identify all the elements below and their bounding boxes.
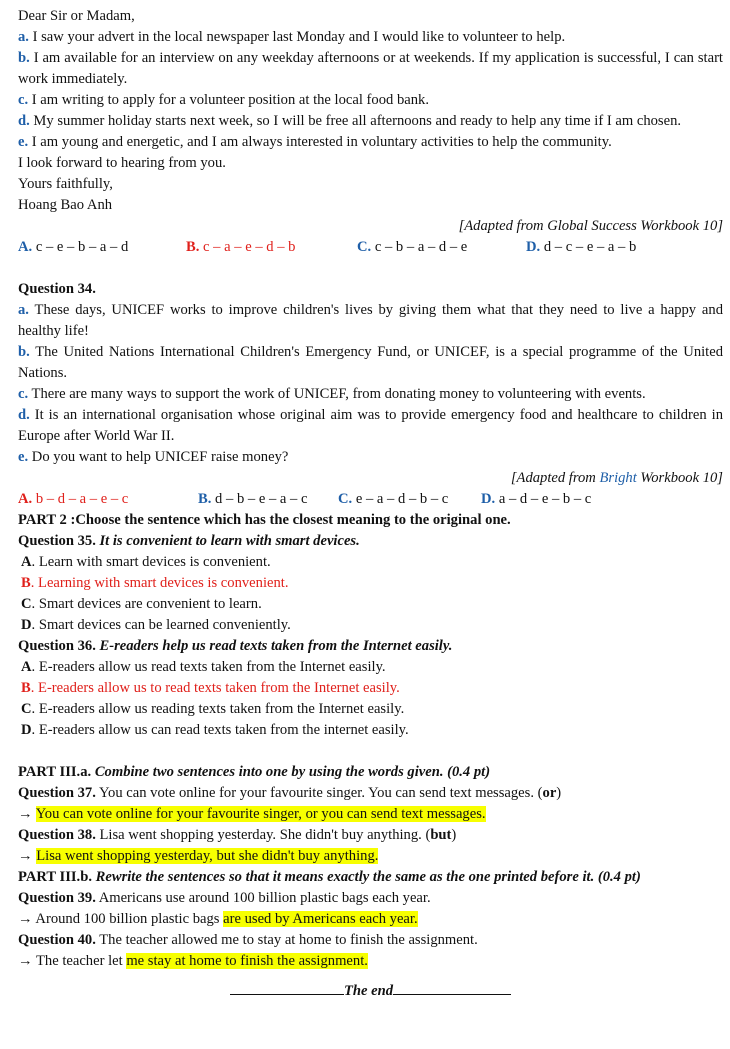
q33-option-a[interactable]: A. c – e – b – a – d — [18, 239, 129, 255]
part3b-heading: PART III.b. Rewrite the sentences so that it means exactly the same as the one printed before it. (0.4 pt) — [18, 869, 641, 885]
q34-item-c: c. There are many ways to support the work of UNICEF, from donating money to volunteering with events. — [18, 386, 646, 402]
q34-option-a[interactable]: A. b – d – a – e – c — [18, 491, 129, 507]
q39-answer: → Around 100 billion plastic bags are used by Americans each year. — [18, 911, 418, 927]
q37-question: Question 37. You can vote online for your favourite singer. You can send text messages. (or) — [18, 785, 562, 801]
q35-option-c[interactable]: C. Smart devices are convenient to learn. — [21, 596, 262, 612]
end-rule-left — [230, 980, 344, 995]
end-rule-right — [393, 980, 511, 995]
q33-option-b[interactable]: B. c – a – e – d – b — [186, 239, 296, 255]
part3a-heading: PART III.a. Combine two sentences into one by using the words given. (0.4 pt) — [18, 764, 491, 780]
q34-item-b: b. The United Nations International Children's Emergency Fund, or UNICEF, is a special programme of the United Nations. — [18, 344, 723, 381]
letter-closing-2: Yours faithfully, — [18, 176, 113, 192]
q35-option-a[interactable]: A. Learn with smart devices is convenient. — [21, 554, 271, 570]
q35-option-b[interactable]: B. Learning with smart devices is convenient. — [21, 575, 289, 591]
q34-option-c[interactable]: C. e – a – d – b – c — [338, 491, 449, 507]
end-line: The end — [18, 980, 723, 1002]
q37-answer: → You can vote online for your favourite singer, or you can send text messages. — [18, 806, 486, 822]
q36-option-c[interactable]: C. E-readers allow us reading texts taken from the Internet easily. — [21, 701, 405, 717]
q33-option-c[interactable]: C. c – b – a – d – e — [357, 239, 468, 255]
q33-option-d[interactable]: D. d – c – e – a – b — [526, 239, 637, 255]
letter-source: [Adapted from Global Success Workbook 10] — [458, 218, 723, 234]
letter-item-d: d. My summer holiday starts next week, so I will be free all afternoons and ready to help any time if I am chosen. — [18, 113, 682, 129]
q38-question: Question 38. Lisa went shopping yesterday. She didn't buy anything. (but) — [18, 827, 457, 843]
letter-item-a: a. I saw your advert in the local newspaper last Monday and I would like to volunteer to help. — [18, 29, 566, 45]
q36-option-d[interactable]: D. E-readers allow us can read texts taken from the internet easily. — [21, 722, 409, 738]
q40-answer: → The teacher let me stay at home to finish the assignment. — [18, 953, 368, 969]
letter-signature: Hoang Bao Anh — [18, 197, 113, 213]
letter-item-e: e. I am young and energetic, and I am always interested in voluntary activities to help the community. — [18, 134, 612, 150]
q34-options — [18, 489, 723, 510]
q36-option-b[interactable]: B. E-readers allow us to read texts taken from the Internet easily. — [21, 680, 400, 696]
letter-item-b: b. I am available for an interview on any weekday afternoons or at weekends. If my application is successful, I can start work immediately. — [18, 50, 723, 87]
q36-question: Question 36. E-readers help us read texts taken from the Internet easily. — [18, 638, 453, 654]
letter-item-c: c. I am writing to apply for a volunteer position at the local food bank. — [18, 92, 429, 108]
q39-question: Question 39. Americans use around 100 billion plastic bags each year. — [18, 890, 431, 906]
q38-answer: → Lisa went shopping yesterday, but she didn't buy anything. — [18, 848, 379, 864]
q34-item-e: e. Do you want to help UNICEF raise money? — [18, 449, 289, 465]
part2-heading: PART 2 :Choose the sentence which has the closest meaning to the original one. — [18, 512, 511, 528]
q34-item-d: d. It is an international organisation whose original aim was to provide emergency food and healthcare to children in Europe after World War II. — [18, 407, 723, 444]
q35-question: Question 35. It is convenient to learn with smart devices. — [18, 533, 360, 549]
q34-title: Question 34. — [18, 281, 96, 297]
q34-option-b[interactable]: B. d – b – e – a – c — [198, 491, 308, 507]
q33-options — [18, 237, 723, 258]
letter-greeting: Dear Sir or Madam, — [18, 8, 135, 24]
q36-option-a[interactable]: A. E-readers allow us read texts taken from the Internet easily. — [21, 659, 386, 675]
q34-source: [Adapted from Bright Workbook 10] — [510, 470, 723, 486]
q40-question: Question 40. The teacher allowed me to stay at home to finish the assignment. — [18, 932, 478, 948]
letter-closing-1: I look forward to hearing from you. — [18, 155, 226, 171]
q34-option-d[interactable]: D. a – d – e – b – c — [481, 491, 592, 507]
q34-item-a: a. These days, UNICEF works to improve children's lives by giving them what that they need to live a happy and healthy life! — [18, 302, 724, 339]
q35-option-d[interactable]: D. Smart devices can be learned conveniently. — [21, 617, 291, 633]
